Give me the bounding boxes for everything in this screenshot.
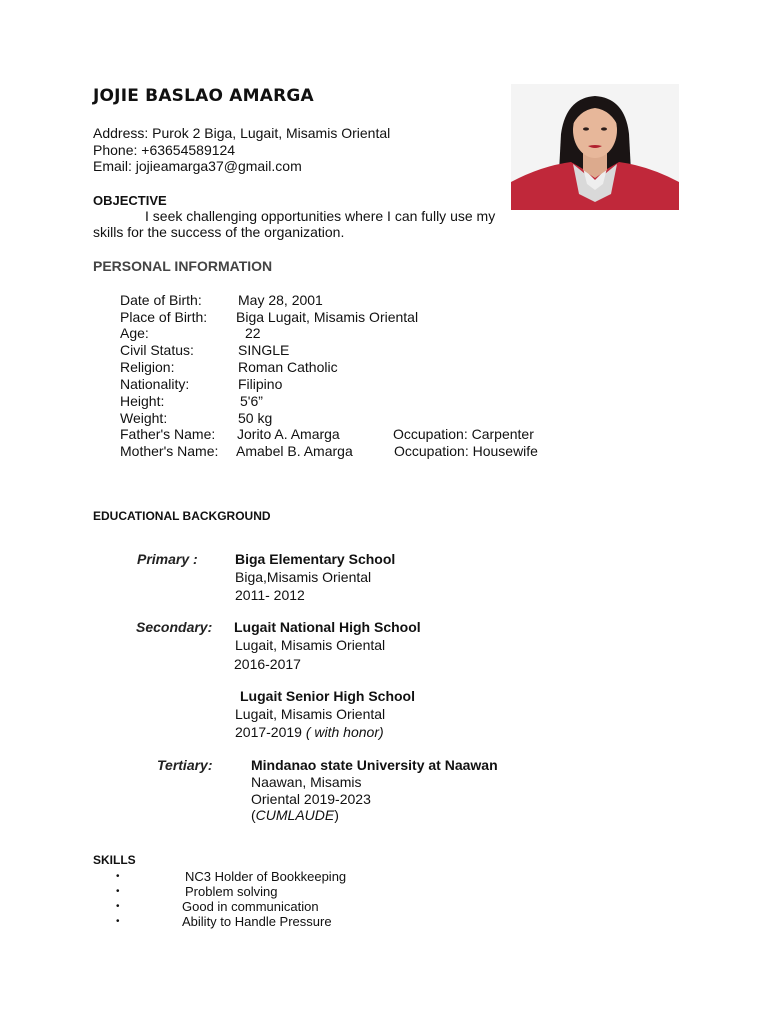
- tertiary-school: Mindanao state University at Naawan: [251, 757, 498, 773]
- info-label: Mother's Name:: [120, 443, 219, 459]
- info-label: Height:: [120, 393, 165, 409]
- mother-occupation: Occupation: Housewife: [394, 443, 538, 459]
- senior-high-years: 2017-2019: [235, 724, 302, 740]
- tertiary-honor-close: ): [334, 807, 339, 823]
- address-line: Address: Purok 2 Biga, Lugait, Misamis Oriental: [93, 125, 391, 141]
- senior-high-years-line: [235, 724, 384, 740]
- senior-high-place: Lugait, Misamis Oriental: [235, 706, 386, 722]
- father-occupation: Occupation: Carpenter: [393, 426, 534, 442]
- email-line: Email: jojieamarga37@gmail.com: [93, 158, 302, 174]
- info-value: Biga Lugait, Misamis Oriental: [236, 309, 419, 325]
- tertiary-honor: CUMLAUDE: [255, 807, 335, 823]
- skill-item: Ability to Handle Pressure: [182, 914, 332, 929]
- profile-photo: [511, 84, 679, 210]
- info-label: Nationality:: [120, 376, 190, 392]
- resume-name: JOJIE BASLAO AMARGA: [93, 86, 314, 106]
- bullet-icon: •: [116, 886, 120, 897]
- skills-heading: SKILLS: [93, 853, 136, 867]
- primary-place: Biga,Misamis Oriental: [235, 569, 372, 585]
- info-value: 50 kg: [238, 410, 273, 426]
- info-value: 5'6”: [240, 393, 263, 409]
- bullet-icon: •: [116, 901, 120, 912]
- bullet-icon: •: [116, 871, 120, 882]
- objective-text-line-1: I seek challenging opportunities where I can fully use my: [145, 208, 496, 224]
- primary-years: 2011- 2012: [235, 587, 305, 603]
- tertiary-honor-line: [251, 807, 339, 823]
- senior-high-school: Lugait Senior High School: [240, 688, 415, 704]
- info-label: Father's Name:: [120, 426, 216, 442]
- bullet-icon: •: [116, 916, 120, 927]
- info-label: Place of Birth:: [120, 309, 208, 325]
- secondary-school: Lugait National High School: [234, 619, 421, 635]
- info-value: Jorito A. Amarga: [237, 426, 340, 442]
- person-portrait-icon: [511, 84, 679, 210]
- info-value: Roman Catholic: [238, 359, 338, 375]
- info-value: May 28, 2001: [238, 292, 323, 308]
- info-label: Civil Status:: [120, 342, 194, 358]
- info-label: Age:: [120, 325, 149, 341]
- objective-heading: OBJECTIVE: [93, 193, 167, 208]
- senior-high-honor: ( with honor): [305, 724, 384, 740]
- tertiary-place: Naawan, Misamis: [251, 774, 362, 790]
- education-heading: EDUCATIONAL BACKGROUND: [93, 509, 271, 523]
- info-value: Filipino: [238, 376, 283, 392]
- skill-item: NC3 Holder of Bookkeeping: [185, 869, 347, 884]
- primary-school: Biga Elementary School: [235, 551, 396, 567]
- objective-text-line-2: skills for the success of the organization.: [93, 224, 345, 240]
- tertiary-honor-open: (: [251, 807, 256, 823]
- info-value: 22: [245, 325, 261, 341]
- secondary-years: 2016-2017: [234, 656, 301, 672]
- tertiary-years: Oriental 2019-2023: [251, 791, 371, 807]
- skill-item: Good in communication: [182, 899, 319, 914]
- skill-item: Problem solving: [185, 884, 278, 899]
- tertiary-label: Tertiary:: [157, 757, 213, 773]
- personal-info-heading: PERSONAL INFORMATION: [93, 258, 273, 274]
- phone-line: Phone: +63654589124: [93, 142, 236, 158]
- info-label: Religion:: [120, 359, 175, 375]
- info-value: Amabel B. Amarga: [236, 443, 353, 459]
- primary-label: Primary :: [137, 551, 198, 567]
- secondary-place: Lugait, Misamis Oriental: [235, 637, 386, 653]
- secondary-label: Secondary:: [136, 619, 213, 635]
- info-label: Date of Birth:: [120, 292, 202, 308]
- info-label: Weight:: [120, 410, 168, 426]
- info-value: SINGLE: [238, 342, 290, 358]
